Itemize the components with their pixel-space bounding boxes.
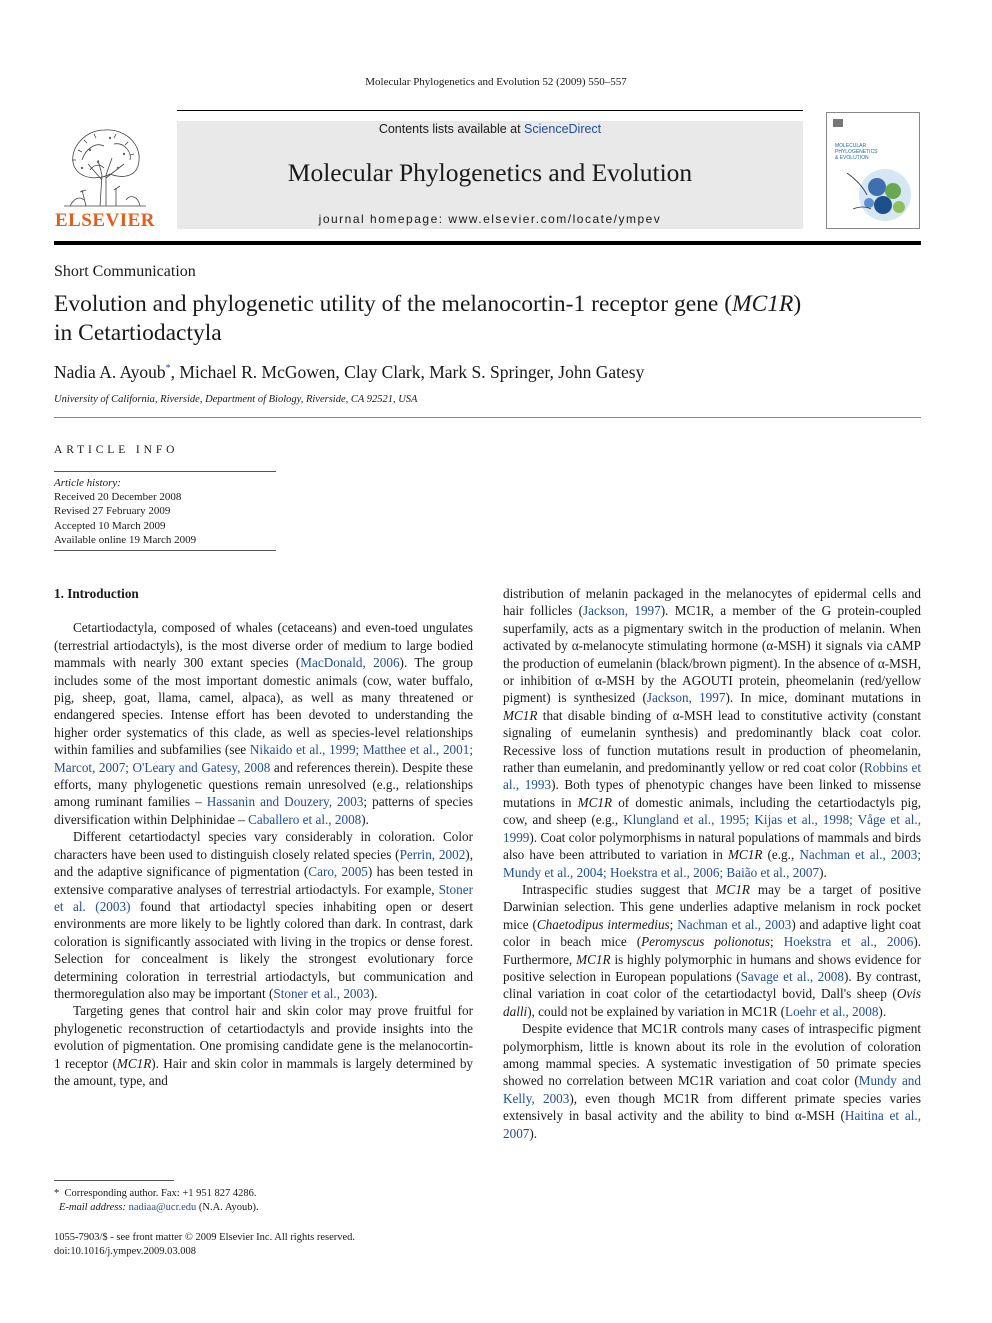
citation-link[interactable]: Robbins et al., 1993: [503, 760, 922, 793]
email-link[interactable]: nadiaa@ucr.edu: [128, 1202, 197, 1213]
svg-text:MOLECULAR: MOLECULAR: [835, 143, 867, 149]
accepted-date: Accepted 10 March 2009: [54, 519, 166, 532]
species-name: Ovis dalli: [503, 986, 921, 1019]
sciencedirect-link[interactable]: ScienceDirect: [524, 122, 602, 136]
journal-homepage[interactable]: journal homepage: www.elsevier.com/locate/ympev: [318, 212, 662, 226]
article-info-heading: ARTICLE INFO: [54, 444, 179, 456]
citation-link[interactable]: Perrin, 2002: [399, 846, 466, 862]
doi-line[interactable]: doi:10.1016/j.ympev.2009.03.008: [54, 1246, 196, 1257]
title-part: Evolution and phylogenetic utility of the melanocortin-1 receptor gene (: [54, 291, 733, 317]
footnote-rule: [54, 1180, 174, 1181]
article-info-rule: [54, 471, 276, 472]
gene-name: MC1R: [577, 794, 613, 810]
history-title: Article history:: [54, 477, 121, 489]
corresponding-mark[interactable]: *: [165, 363, 171, 375]
gene-name: MC1R: [727, 847, 763, 863]
citation-link[interactable]: Jackson, 1997: [646, 690, 726, 706]
corresponding-text: Corresponding author. Fax: +1 951 827 4286.: [64, 1188, 257, 1199]
header-thick-rule: [54, 241, 921, 245]
citation-link[interactable]: Caro, 2005: [308, 864, 368, 880]
citation-link[interactable]: Caballero et al., 2008: [248, 811, 362, 827]
journal-banner: [177, 121, 803, 229]
gene-name: MC1R: [576, 951, 611, 967]
running-citation: Molecular Phylogenetics and Evolution 52 (2009) 550–557: [365, 76, 627, 88]
paragraph: Despite evidence that MC1R controls many cases of intraspecific pigment polymorphism, little is known about its role in the evolution of coloration among mammal species. A systematic investigation of 50 primate species showed no correlation between MC1R variation and coat color (Mundy and Kelly, 2003), even though MC1R from different primate species varies extensively in basal activity and the ability to bind α-MSH (Haitina et al., 2007).: [503, 1021, 921, 1141]
gene-name: MC1R: [116, 1055, 152, 1071]
body-column-left: [54, 585, 473, 1089]
citation-link[interactable]: MacDonald, 2006: [300, 655, 400, 671]
paragraph: Cetartiodactyla, composed of whales (cetaceans) and even-toed ungulates (terrestrial artiodactyls), is the most diverse order of medium to large bodied mammals with nearly 300 extant species (MacDonald, 2006). The group includes some of the most important domestic animals (cow, water buffalo, pig, sheep, goat, llama, camel, alpaca), as well as many threatened or endangered species. Intense effort has been devoted to understanding the higher order systematics of this clade, as well as species-level relationships within families and subfamilies (see Nikaido et al., 1999; Matthee et al., 2001; Marcot, 2007; O'Leary and Gatesy, 2008 and references therein). Despite these efforts, many phylogenetic questions remain unresolved (e.g., relationships among ruminant families – Hassanin and Douzery, 2003; patterns of species diversification within Delphinidae – Caballero et al., 2008).: [54, 620, 473, 827]
first-author: Nadia A. Ayoub: [54, 362, 166, 382]
citation-link[interactable]: Hassanin and Douzery, 2003: [206, 794, 364, 810]
corresponding-author-note: [54, 1187, 259, 1201]
footnote-mark: *: [54, 1188, 60, 1199]
title-part: ): [793, 291, 802, 317]
article-title: [54, 290, 914, 348]
citation-link[interactable]: Nikaido et al., 1999; Matthee et al., 2001; Marcot, 2007; O'Leary and Gatesy, 2008: [54, 742, 473, 775]
other-authors: , Michael R. McGowen, Clay Clark, Mark S. Springer, John Gatesy: [170, 362, 645, 382]
gene-name: MC1R: [715, 881, 750, 897]
article-history: [54, 476, 196, 547]
citation-link[interactable]: Nachman et al., 2003: [677, 916, 792, 932]
gene-name: MC1R: [503, 707, 538, 723]
title-part: in Cetartiodactyla: [54, 320, 222, 346]
paragraph: Intraspecific studies suggest that MC1R may be a target of positive Darwinian selection. This gene underlies adaptive melanism in rock pocket mice (Chaetodipus intermedius; Nachman et al., 2003) and adaptive light coat color in beach mice (Peromyscus polionotus; Hoekstra et al., 2006). Furthermore, MC1R is highly polymorphic in humans and shows evidence for positive selection in European populations (Savage et al., 2008). By contrast, clinal variation in coat color of the cetartiodactyl bovid, Dall's sheep (Ovis dalli), could not be explained by variation in MC1R (Loehr et al., 2008).: [503, 881, 922, 1019]
svg-text:PHYLOGENETICS: PHYLOGENETICS: [835, 149, 878, 155]
affiliation: University of California, Riverside, Department of Biology, Riverside, CA 92521, USA: [54, 394, 418, 405]
contents-available-line: [177, 121, 803, 137]
species-name: Peromyscus polionotus: [641, 934, 771, 950]
journal-title: Molecular Phylogenetics and Evolution: [287, 158, 693, 187]
citation-link[interactable]: Loehr et al., 2008: [785, 1003, 879, 1019]
contents-prefix: Contents lists available at: [378, 122, 525, 136]
online-date: Available online 19 March 2009: [54, 533, 197, 546]
paragraph: Different cetartiodactyl species vary considerably in coloration. Color characters have been used to distinguish closely related species (Perrin, 2002), and the adaptive significance of pigmentation (Caro, 2005) has been tested in extensive comparative analyses of terrestrial artiodactyls. For example, Stoner et al. (2003) found that artiodactyl species inhabiting open or desert environments are more likely to be lightly colored than dark. In contrast, dark coloration is significantly associated with living in the tropics or dense forest. Selection for concealment is likely the strongest evolutionary force determining coloration in terrestrial artiodactyls, but communication and thermoregulation also may be important (Stoner et al., 2003).: [54, 829, 473, 1001]
citation-link[interactable]: Haitina et al., 2007: [503, 1108, 921, 1141]
article-info-rule: [54, 550, 276, 551]
bottom-info: [54, 1231, 355, 1259]
email-label: E-mail address:: [59, 1202, 126, 1213]
section-heading: 1. Introduction: [54, 586, 139, 601]
svg-text:& EVOLUTION: & EVOLUTION: [835, 155, 869, 161]
article-type: Short Communication: [54, 263, 196, 280]
cover-art: [827, 113, 919, 228]
citation-link[interactable]: Stoner et al., 2003: [273, 985, 370, 1001]
email-owner: (N.A. Ayoub).: [198, 1202, 259, 1213]
citation-link[interactable]: Klungland et al., 1995; Kijas et al., 1998; Våge et al., 1999: [503, 812, 921, 845]
citation-link[interactable]: Hoekstra et al., 2006: [783, 934, 914, 950]
citation-link[interactable]: Nachman et al., 2003; Mundy et al., 2004; Hoekstra et al., 2006; Baião et al., 2007: [503, 847, 922, 880]
body-column-right: [503, 585, 921, 1142]
affiliation-rule: [54, 417, 921, 418]
citation-link[interactable]: Mundy and Kelly, 2003: [503, 1073, 921, 1106]
author-list: [54, 362, 644, 383]
copyright-line: 1055-7903/$ - see front matter © 2009 Elsevier Inc. All rights reserved.: [54, 1232, 356, 1243]
footnote: [54, 1187, 259, 1215]
citation-link[interactable]: Jackson, 1997: [583, 603, 661, 619]
title-gene: MC1R: [732, 291, 794, 317]
paragraph: distribution of melanin packaged in the melanocytes of epidermal cells and hair follicles (Jackson, 1997). MC1R, a member of the G protein-coupled superfamily, acts as a pigmentary switch in the production of melanin. When activated by α-melanocyte stimulating hormone (α-MSH) it signals via cAMP the production of eumelanin (black/brown pigment). In the absence of α-MSH, or inhibition of α-MSH by the AGOUTI protein, pheomelanin (red/yellow pigment) is synthesized (Jackson, 1997). In mice, dominant mutations in MC1R that disable binding of α-MSH lead to constitutive activity (constant signaling of eumelanin synthesis) and predominantly black coat color. Recessive loss of function mutations result in production of pheomelanin, rather than eumelanin, and predominantly yellow or red coat color (Robbins et al., 1993). Both types of phenotypic changes have been linked to missense mutations in MC1R of domestic animals, including the cetartiodactyls pig, cow, and sheep (e.g., Klungland et al., 1995; Kijas et al., 1998; Våge et al., 1999). Coat color polymorphisms in natural populations of mammals and birds also have been attributed to variation in MC1R (e.g., Nachman et al., 2003; Mundy et al., 2004; Hoekstra et al., 2006; Baião et al., 2007).: [503, 586, 922, 880]
paragraph: Targeting genes that control hair and skin color may prove fruitful for phylogenetic reconstruction of cetartiodactyls and provide insights into the evolution of pigmentation. One promising candidate gene is the melanocortin-1 receptor (MC1R). Hair and skin color in mammals is largely determined by the amount, type, and: [54, 1003, 473, 1088]
email-note: [54, 1201, 259, 1215]
species-name: Chaetodipus intermedius: [536, 916, 670, 932]
citation-link[interactable]: Savage et al., 2008: [740, 968, 844, 984]
header-rule: [177, 110, 803, 111]
elsevier-wordmark: ELSEVIER: [54, 210, 156, 231]
journal-cover-thumbnail: [826, 112, 920, 229]
received-date: Received 20 December 2008: [54, 491, 182, 504]
citation-link[interactable]: Stoner et al. (2003): [54, 881, 473, 914]
revised-date: Revised 27 February 2009: [54, 505, 171, 518]
